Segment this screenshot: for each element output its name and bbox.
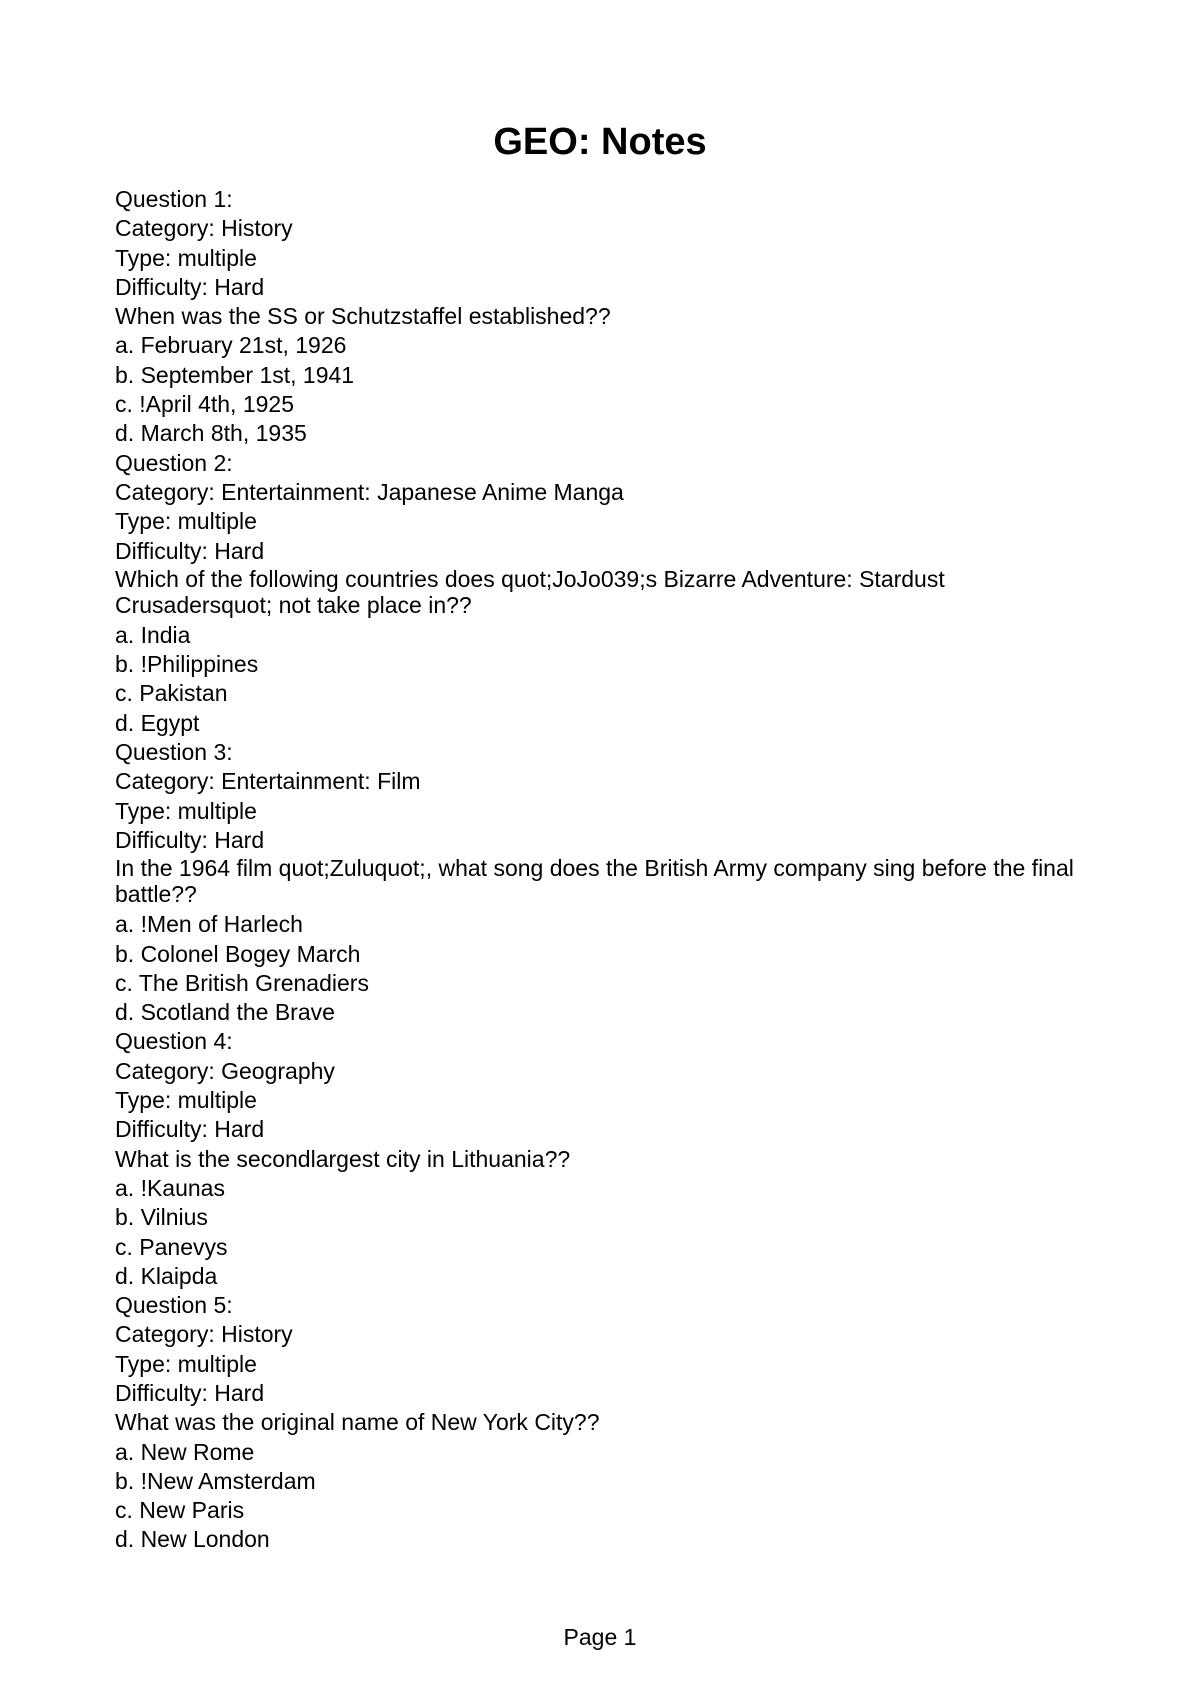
question-category: Category: Geography xyxy=(115,1057,335,1084)
question-block xyxy=(115,738,1095,1027)
question-block xyxy=(115,1027,1095,1291)
answer-option: c. Pakistan xyxy=(115,680,228,707)
question-category: Category: Entertainment: Film xyxy=(115,768,421,795)
question-category: Category: Entertainment: Japanese Anime Manga xyxy=(115,478,624,505)
question-text: When was the SS or Schutzstaffel established?? xyxy=(115,303,611,330)
page-number: Page 1 xyxy=(563,1624,637,1650)
question-heading: Question 1: xyxy=(115,186,233,212)
question-type: Type: multiple xyxy=(115,797,257,824)
answer-option: b. !New Amsterdam xyxy=(115,1467,316,1494)
question-heading: Question 5: xyxy=(115,1292,233,1319)
question-text: What is the secondlargest city in Lithuania?? xyxy=(115,1145,571,1172)
question-heading: Question 3: xyxy=(115,739,233,766)
answer-option: a. New Rome xyxy=(115,1438,255,1465)
answer-option: c. Panevys xyxy=(115,1233,228,1260)
answer-option: b. Colonel Bogey March xyxy=(115,940,361,967)
question-text: Which of the following countries does quot;JoJo039;s Bizarre Adventure: Stardust Crusadersquot; not take place in?? xyxy=(115,565,945,618)
answer-option: d. Egypt xyxy=(115,709,200,736)
question-type: Type: multiple xyxy=(115,1087,257,1114)
answer-option: c. !April 4th, 1925 xyxy=(115,391,294,418)
question-difficulty: Difficulty: Hard xyxy=(115,537,265,564)
answer-option: d. Scotland the Brave xyxy=(115,999,335,1026)
question-block xyxy=(115,185,1095,449)
answer-option: d. New London xyxy=(115,1526,270,1553)
document-body xyxy=(115,185,1095,1555)
question-text: What was the original name of New York City?? xyxy=(115,1409,600,1436)
page-title: GEO: Notes xyxy=(493,121,707,163)
question-heading: Question 4: xyxy=(115,1028,233,1055)
question-difficulty: Difficulty: Hard xyxy=(115,273,265,300)
answer-option: a. India xyxy=(115,621,191,648)
question-category: Category: History xyxy=(115,215,293,242)
answer-option: b. September 1st, 1941 xyxy=(115,361,355,388)
answer-option: a. !Men of Harlech xyxy=(115,911,303,938)
answer-option: c. New Paris xyxy=(115,1497,245,1524)
answer-option: b. Vilnius xyxy=(115,1204,208,1231)
question-difficulty: Difficulty: Hard xyxy=(115,826,265,853)
question-block xyxy=(115,449,1095,738)
answer-option: b. !Philippines xyxy=(115,651,259,678)
answer-option: d. March 8th, 1935 xyxy=(115,420,307,447)
question-text: In the 1964 film quot;Zuluquot;, what song does the British Army company sing before the final battle?? xyxy=(115,855,1074,908)
question-type: Type: multiple xyxy=(115,244,257,271)
question-difficulty: Difficulty: Hard xyxy=(115,1116,265,1143)
question-type: Type: multiple xyxy=(115,508,257,535)
answer-option: c. The British Grenadiers xyxy=(115,969,369,996)
question-heading: Question 2: xyxy=(115,449,233,476)
question-block xyxy=(115,1291,1095,1555)
question-type: Type: multiple xyxy=(115,1350,257,1377)
question-difficulty: Difficulty: Hard xyxy=(115,1379,265,1406)
answer-option: d. Klaipda xyxy=(115,1262,218,1289)
question-category: Category: History xyxy=(115,1321,293,1348)
answer-option: a. !Kaunas xyxy=(115,1174,225,1201)
answer-option: a. February 21st, 1926 xyxy=(115,332,347,359)
